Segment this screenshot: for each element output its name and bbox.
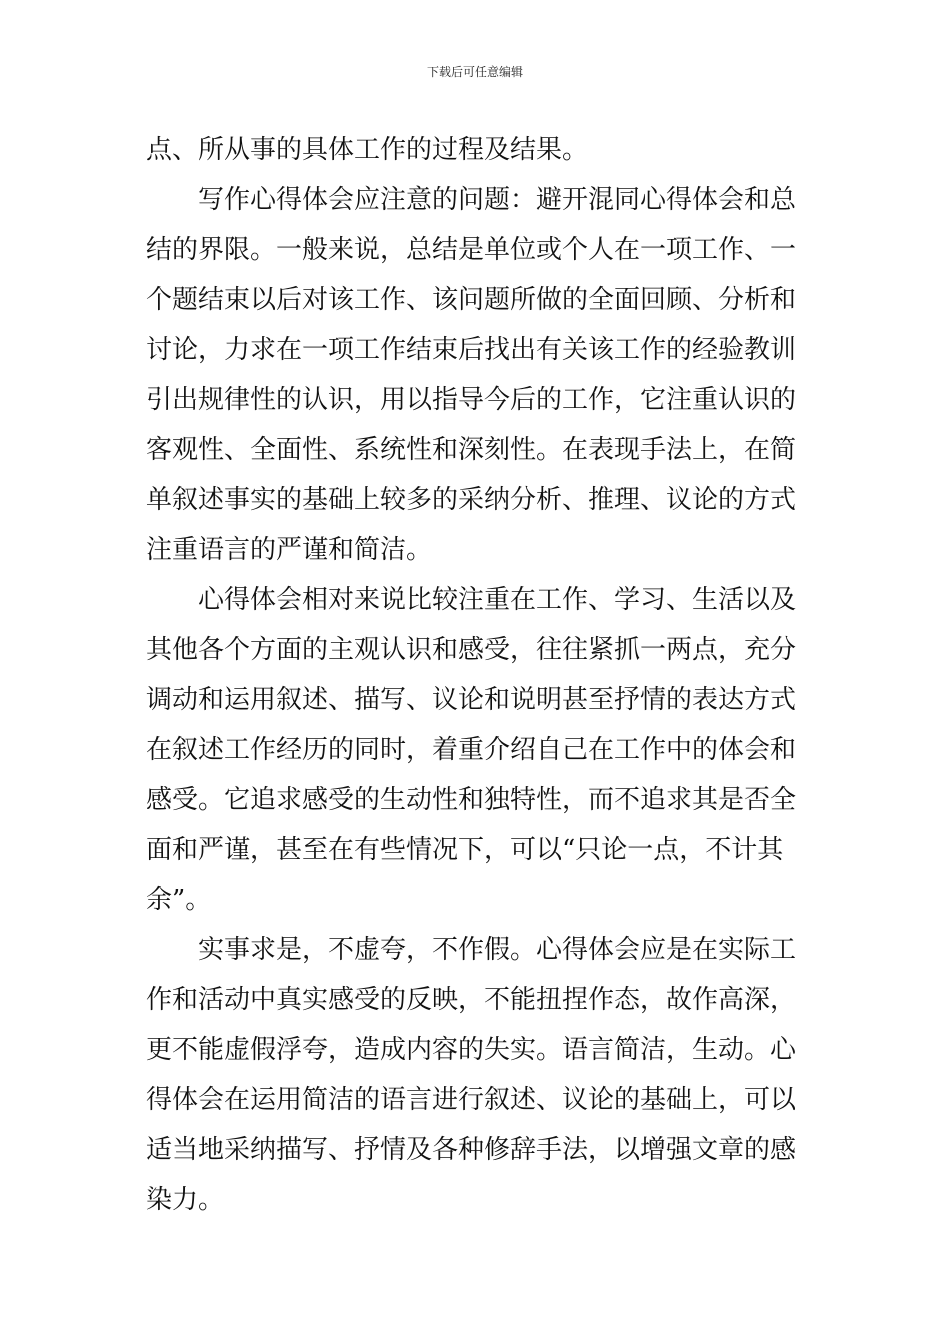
text-line: 作和活动中真实感受的反映，不能扭捏作态，故作高深， (146, 985, 797, 1015)
paragraph-start-line: 心得体会相对来说比较注重在工作、学习、生活以及 (198, 585, 797, 615)
text-line: 个题结束以后对该工作、该问题所做的全面回顾、分析和 (146, 285, 797, 315)
paragraph-start-line: 实事求是，不虚夸，不作假。心得体会应是在实际工 (198, 935, 797, 965)
text-line: 适当地采纳描写、抒情及各种修辞手法，以增强文章的感 (146, 1135, 797, 1165)
text-line: 点、所从事的具体工作的过程及结果。 (146, 135, 589, 165)
text-line: 调动和运用叙述、描写、议论和说明甚至抒情的表达方式 (146, 685, 797, 715)
text-line: 注重语言的严谨和简洁。 (146, 535, 433, 565)
text-line: 余”。 (146, 885, 212, 915)
paragraph-start-line: 写作心得体会应注意的问题：避开混同心得体会和总 (198, 185, 797, 215)
text-line: 更不能虚假浮夸，造成内容的失实。语言简洁，生动。心 (146, 1035, 797, 1065)
text-line: 在叙述工作经历的同时，着重介绍自己在工作中的体会和 (146, 735, 797, 765)
text-line: 讨论，力求在一项工作结束后找出有关该工作的经验教训 (146, 335, 797, 365)
page-header: 下载后可任意编辑 (426, 65, 523, 79)
document-body (146, 125, 806, 1225)
text-line: 面和严谨，甚至在有些情况下，可以“只论一点，不计其 (146, 835, 784, 865)
text-line: 客观性、全面性、系统性和深刻性。在表现手法上，在简 (146, 435, 797, 465)
text-line: 染力。 (146, 1185, 225, 1215)
text-line: 单叙述事实的基础上较多的采纳分析、推理、议论的方式 (146, 485, 797, 515)
text-line: 结的界限。一般来说，总结是单位或个人在一项工作、一 (146, 235, 797, 265)
text-line: 得体会在运用简洁的语言进行叙述、议论的基础上，可以 (146, 1085, 797, 1115)
text-line: 引出规律性的认识，用以指导今后的工作，它注重认识的 (146, 385, 797, 415)
text-line: 感受。它追求感受的生动性和独特性，而不追求其是否全 (146, 785, 797, 815)
text-line: 其他各个方面的主观认识和感受，往往紧抓一两点，充分 (146, 635, 797, 665)
